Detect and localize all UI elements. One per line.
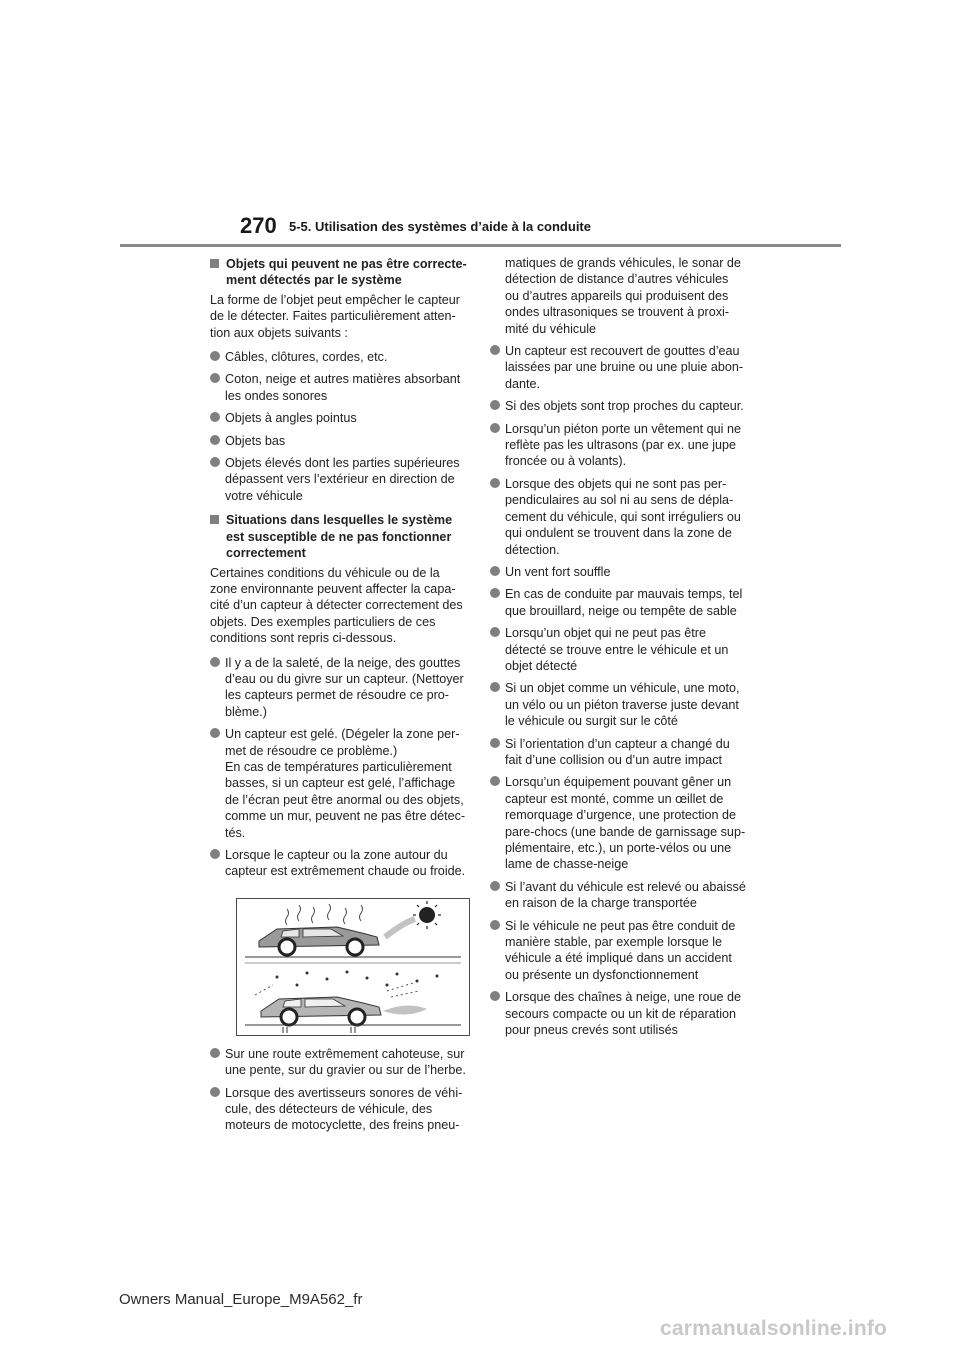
snowy-car-icon <box>261 997 381 1025</box>
round-bullet-icon <box>490 881 500 891</box>
list-item: Objets élevés dont les parties supérieures dépassent vers l’extérieur en direction de votre véhicule <box>210 455 468 504</box>
round-bullet-icon <box>490 627 500 637</box>
list-item-continuation: matiques de grands véhicules, le sonar de détection de distance d’autres véhicules ou d’autres appareils qui produisent des ondes ultrasoniques se trouvent à proxi- mité du véhicule <box>505 256 741 336</box>
list-item: Un vent fort souffle <box>490 564 748 580</box>
round-bullet-icon <box>490 400 500 410</box>
round-bullet-icon <box>210 1087 220 1097</box>
round-bullet-icon <box>210 1048 220 1058</box>
round-bullet-icon <box>490 776 500 786</box>
list-item: Sur une route extrêmement cahoteuse, sur une pente, sur du gravier ou sur de l’herbe. <box>210 1046 468 1079</box>
right-column <box>490 255 748 1044</box>
round-bullet-icon <box>490 738 500 748</box>
list-item: Si l’orientation d’un capteur a changé du fait d’une collision ou d’un autre impact <box>490 736 748 769</box>
car-icon <box>259 927 379 955</box>
round-bullet-icon <box>490 478 500 488</box>
round-bullet-icon <box>490 423 500 433</box>
square-bullet-icon <box>210 515 219 524</box>
header-divider <box>120 244 841 247</box>
watermark: carmanualsonline.info <box>660 1317 888 1340</box>
list-item: Un capteur est gelé. (Dégeler la zone per- met de résoudre ce problème.) En cas de températures particulièrement basses, si un capteur est gelé, l’affichage de l’écran peut être anormal ou des objets, comme un mur, peuvent ne pas être détec- tés. <box>210 726 468 841</box>
round-bullet-icon <box>210 373 220 383</box>
list-item: Objets à angles pointus <box>210 410 468 426</box>
list-item: Lorsque des chaînes à neige, une roue de secours compacte ou un kit de réparation pour pneus crevés sont utilisés <box>490 989 748 1038</box>
page-number: 270 <box>240 213 277 238</box>
heading-undetectable-objects <box>210 256 468 289</box>
round-bullet-icon <box>210 435 220 445</box>
list-item: Lorsque des avertisseurs sonores de véhi- cule, des détecteurs de véhicule, des moteurs de motocyclette, des freins pneu- <box>210 1085 468 1134</box>
list-item: En cas de conduite par mauvais temps, tel que brouillard, neige ou tempête de sable <box>490 586 748 619</box>
list-item: Coton, neige et autres matières absorbant les ondes sonores <box>210 371 468 404</box>
paragraph: La forme de l’objet peut empêcher le capteur de le détecter. Faites particulièrement atten- tion aux objets suivants : <box>210 292 460 340</box>
section-title: 5-5. Utilisation des systèmes d’aide à la conduite <box>289 219 591 234</box>
list-item: Il y a de la saleté, de la neige, des gouttes d’eau ou du givre sur un capteur. (Nettoyer les capteurs permet de résoudre ce pro- blème.) <box>210 655 468 721</box>
list-item: Un capteur est recouvert de gouttes d’eau laissées par une bruine ou une pluie abon- dante. <box>490 343 748 392</box>
heading-malfunction-situations <box>210 512 468 561</box>
list-item: Si l’avant du véhicule est relevé ou abaissé en raison de la charge transportée <box>490 879 748 912</box>
sun-icon <box>413 901 441 929</box>
round-bullet-icon <box>210 457 220 467</box>
round-bullet-icon <box>210 412 220 422</box>
list-item: Lorsqu’un objet qui ne peut pas être détecté se trouve entre le véhicule et un objet détecté <box>490 625 748 674</box>
car-weather-illustration <box>237 899 469 1035</box>
list-item: Lorsqu’un piéton porte un vêtement qui ne reflète pas les ultrasons (par ex. une jupe froncée ou à volants). <box>490 421 748 470</box>
list-item: Objets bas <box>210 433 468 449</box>
heading-text: Situations dans lesquelles le système est susceptible de ne pas fonctionner correctement <box>226 513 453 561</box>
round-bullet-icon <box>210 351 220 361</box>
round-bullet-icon <box>210 849 220 859</box>
round-bullet-icon <box>490 991 500 1001</box>
list-item: Si le véhicule ne peut pas être conduit de manière stable, par exemple lorsque le véhicule a été impliqué dans un accident ou présente un dysfonctionnement <box>490 918 748 984</box>
round-bullet-icon <box>490 345 500 355</box>
list-item: Si un objet comme un véhicule, une moto, un vélo ou un piéton traverse juste devant le véhicule ou surgit sur le côté <box>490 680 748 729</box>
list-item: Câbles, clôtures, cordes, etc. <box>210 349 468 365</box>
round-bullet-icon <box>490 682 500 692</box>
list-item: Si des objets sont trop proches du capteur. <box>490 398 748 414</box>
paragraph: Certaines conditions du véhicule ou de la zone environnante peuvent affecter la capa- cité d’un capteur à détecter correctement des objets. Des exemples particuliers de ces conditions sont repris ci-dessous. <box>210 565 463 646</box>
list-item: Lorsque des objets qui ne sont pas per- pendiculaires au sol ni au sens de dépla- cement du véhicule, qui sont irréguliers ou qui ondulent se trouvent dans la zone de détection. <box>490 476 748 558</box>
left-column <box>210 256 468 1140</box>
heading-text: Objets qui peuvent ne pas être correcte- ment détectés par le système <box>226 257 467 288</box>
illustration-sensor-conditions <box>236 898 470 1036</box>
round-bullet-icon <box>490 588 500 598</box>
document-id: Owners Manual_Europe_M9A562_fr <box>119 1291 363 1308</box>
round-bullet-icon <box>490 566 500 576</box>
round-bullet-icon <box>490 920 500 930</box>
square-bullet-icon <box>210 259 219 268</box>
round-bullet-icon <box>210 657 220 667</box>
round-bullet-icon <box>210 728 220 738</box>
list-item: Lorsqu’un équipement pouvant gêner un capteur est monté, comme un œillet de remorquage d’urgence, une protection de pare-chocs (une bande de garnissage sup- plémentaire, etc.), un porte-vélos ou une lame de chasse-neige <box>490 774 748 872</box>
list-item: Lorsque le capteur ou la zone autour du capteur est extrêmement chaude ou froide. <box>210 847 468 880</box>
